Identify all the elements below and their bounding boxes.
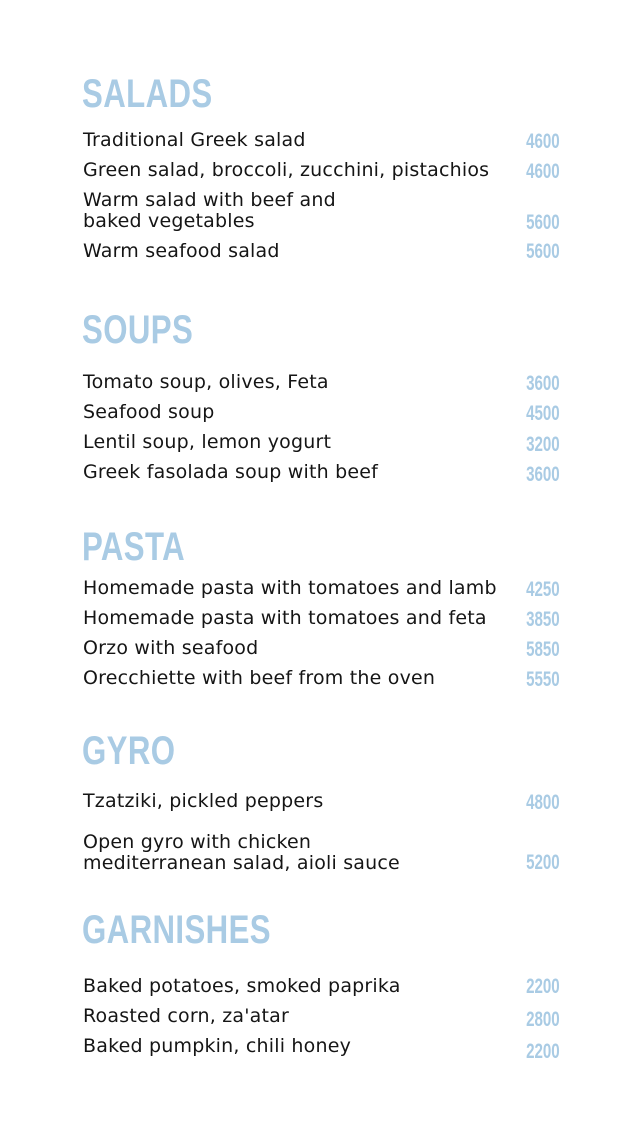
item-price: 3600	[526, 372, 560, 395]
item-name: Tomato soup, olives, Feta	[83, 371, 329, 393]
item-price: 4800	[526, 791, 560, 814]
item-name: Warm seafood salad	[83, 240, 280, 262]
item-price: 3600	[526, 463, 560, 486]
item-price: 3200	[526, 433, 560, 456]
item-name: Green salad, broccoli, zucchini, pistachios	[83, 159, 490, 181]
section-title: PASTA	[82, 525, 186, 569]
item-price: 2200	[526, 1040, 560, 1063]
item-name: Tzatziki, pickled peppers	[83, 790, 324, 812]
item-price: 5550	[526, 668, 560, 691]
item-name: Baked potatoes, smoked paprika	[83, 975, 401, 997]
item-price: 4250	[526, 578, 560, 601]
item-name: Greek fasolada soup with beef	[83, 461, 379, 483]
item-name: Open gyro with chicken mediterranean salad, aioli sauce	[83, 831, 400, 874]
item-name: Traditional Greek salad	[83, 129, 306, 151]
item-price: 5850	[526, 638, 560, 661]
item-price: 4500	[526, 402, 560, 425]
section-title: SOUPS	[82, 308, 194, 352]
item-price: 2200	[526, 975, 560, 998]
section-title: GARNISHES	[82, 908, 272, 952]
item-name: Homemade pasta with tomatoes and lamb	[83, 577, 497, 599]
section-title: SALADS	[82, 72, 213, 116]
item-name: Homemade pasta with tomatoes and feta	[83, 607, 487, 629]
item-name: Baked pumpkin, chili honey	[83, 1035, 352, 1057]
item-price: 5600	[526, 240, 560, 263]
item-name: Roasted corn, za'atar	[83, 1005, 290, 1027]
section-title: GYRO	[82, 729, 176, 773]
item-price: 5200	[526, 851, 560, 874]
item-price: 4600	[526, 130, 560, 153]
item-price: 2800	[526, 1008, 560, 1031]
item-name: Warm salad with beef and baked vegetables	[83, 189, 336, 232]
item-name: Lentil soup, lemon yogurt	[83, 431, 332, 453]
item-name: Orecchiette with beef from the oven	[83, 667, 436, 689]
item-name: Seafood soup	[83, 401, 215, 423]
item-price: 4600	[526, 160, 560, 183]
item-price: 5600	[526, 211, 560, 234]
item-name: Orzo with seafood	[83, 637, 259, 659]
item-price: 3850	[526, 608, 560, 631]
